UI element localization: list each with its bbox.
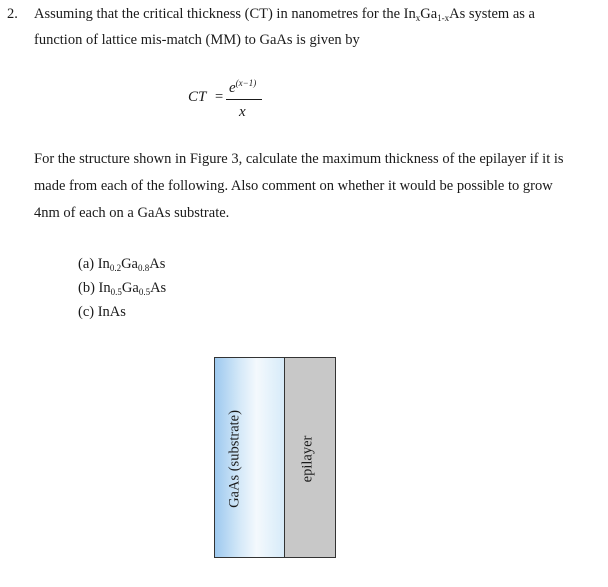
option-c (78, 304, 126, 321)
intro-line-2: function of lattice mis-match (MM) to GaAs is given by (34, 32, 360, 48)
option-b-label: (b) (78, 280, 95, 296)
intro-line-1 (34, 6, 535, 23)
option-b-compound (99, 280, 167, 296)
intro-line-1-sub-x: x (415, 13, 421, 23)
body-line-1: For the structure shown in Figure 3, calculate the maximum thickness of the epilayer if it is (34, 151, 564, 167)
intro-line-1-ga: Ga (420, 6, 438, 22)
intro-line-1-after: As system as a (449, 6, 535, 22)
option-a-label: (a) (78, 256, 95, 272)
option-a-ga: Ga (121, 256, 138, 272)
formula-fraction-bar (226, 99, 262, 100)
option-a-in: In (97, 256, 110, 272)
formula-numerator (229, 80, 256, 97)
formula-denominator: x (239, 104, 246, 120)
formula-numerator-exponent: (x−1) (235, 78, 257, 88)
formula-equals: = (215, 89, 224, 105)
option-a-compound (98, 256, 166, 272)
option-c-label: (c) (78, 304, 95, 320)
option-b-in-sub: 0.5 (110, 287, 122, 297)
option-a (78, 256, 165, 273)
formula-lhs: CT (188, 89, 207, 105)
body-line-2: made from each of the following. Also comment on whether it would be possible to grow (34, 178, 553, 194)
option-b-ga: Ga (121, 280, 139, 296)
option-b-as: As (150, 280, 167, 296)
intro-line-1-before: Assuming that the critical thickness (CT) in nanometres for the In (34, 6, 416, 22)
gaas-substrate-layer (214, 357, 285, 558)
option-c-compound: InAs (97, 304, 126, 320)
option-a-in-sub: 0.2 (109, 263, 122, 273)
question-number: 2. (7, 6, 18, 22)
option-a-as: As (149, 256, 166, 272)
option-b (78, 280, 166, 297)
intro-line-1-sub-1-x: 1-x (437, 13, 450, 23)
body-line-3: 4nm of each on a GaAs substrate. (34, 205, 230, 221)
substrate-label: GaAs (substrate) (226, 410, 243, 508)
option-b-ga-sub: 0.5 (138, 287, 151, 297)
formula-numerator-base: e (229, 80, 236, 96)
option-a-ga-sub: 0.8 (137, 263, 150, 273)
option-b-in: In (98, 280, 111, 296)
epilayer-label: epilayer (299, 435, 316, 483)
